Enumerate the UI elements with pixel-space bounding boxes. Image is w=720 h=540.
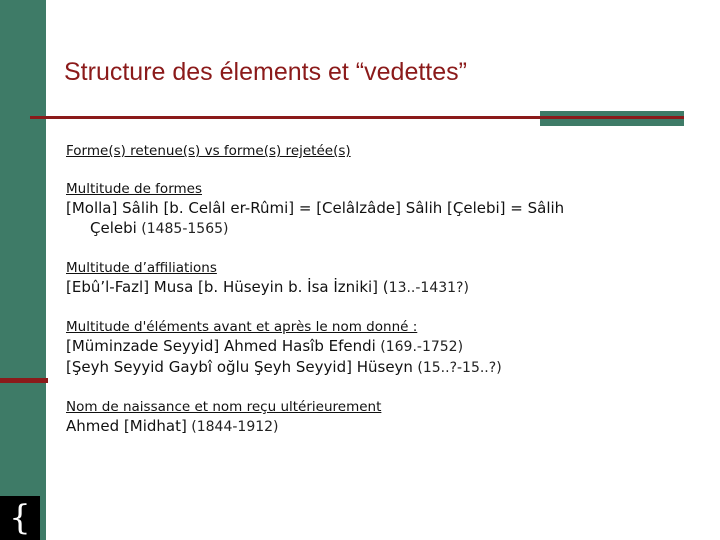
name-text: Çelebi (90, 219, 137, 237)
name-line (66, 416, 706, 437)
name-line (66, 277, 706, 298)
slide-content (66, 142, 706, 457)
name-text: [Ebû’l-Fazl] Musa [b. Hüseyin b. İsa İzniki] ( (66, 278, 389, 296)
left-accent-bar (0, 0, 46, 540)
section-heading: Multitude de formes (66, 181, 202, 197)
left-red-stripe (0, 378, 48, 383)
dates-text: (15..?-15..?) (412, 360, 502, 376)
section-heading: Multitude d’affiliations (66, 260, 217, 276)
corner-brace-logo: { (0, 496, 40, 540)
name-text: [Müminzade Seyyid] Ahmed Hasîb Efendi (66, 337, 376, 355)
title-underline-rule (30, 116, 684, 119)
section-forms (66, 142, 706, 160)
section-heading: Multitude d'éléments avant et après le nom donné : (66, 319, 418, 335)
section-affiliations (66, 259, 706, 298)
slide-title: Structure des élements et “vedettes” (64, 58, 467, 86)
name-text: Ahmed [Midhat] (66, 417, 187, 435)
section-birth-name (66, 398, 706, 437)
name-line: [Molla] Sâlih [b. Celâl er-Rûmi] = [Celâlzâde] Sâlih [Çelebi] = Sâlih (66, 199, 565, 217)
dates-text: (169.-1752) (375, 339, 464, 355)
name-text: [Şeyh Seyyid Gaybî oğlu Şeyh Seyyid] Hüseyn (66, 358, 413, 376)
section-elements (66, 318, 706, 378)
name-line (66, 336, 706, 357)
dates-text: (1844-1912) (186, 419, 279, 435)
section-multiple-forms (66, 180, 706, 239)
dates-text: 13..-1431?) (388, 280, 469, 296)
section-heading: Forme(s) retenue(s) vs forme(s) rejetée(s) (66, 143, 351, 159)
dates-text: (1485-1565) (136, 221, 229, 237)
name-line (66, 218, 706, 239)
section-heading: Nom de naissance et nom reçu ultérieurement (66, 399, 382, 415)
name-line (66, 357, 706, 378)
